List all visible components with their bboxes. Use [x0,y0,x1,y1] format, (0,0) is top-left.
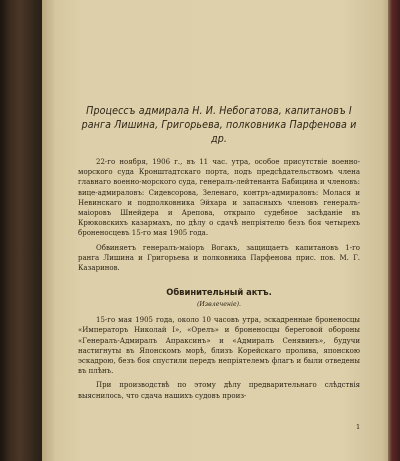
page-title: Процессъ адмирала Н. И. Небогатова, капитановъ I ранга Лишина, Григорьева, полковника Парфенова и др. [81,105,357,145]
page-number: 1 [356,423,361,431]
paragraph-indictment-1: 15-го мая 1905 года, около 10 часовъ утра, эскадренные броненосцы «Императоръ Николай I», «Орелъ» и броненосцы береговой обороны «Генералъ-Адмиралъ Апраксинъ» и «Адмиралъ Сенявинъ», будучи настигнуты въ Японскомъ морѣ, близъ Корейскаго пролива, японскою эскадрою, безъ боя спустили передъ непріятелемъ флагъ и были отведены въ плѣнъ. [78,316,360,376]
section-subtitle: (Извлеченіе). [197,301,241,309]
paragraph-opening: 22-го ноября, 1906 г., въ 11 час. утра, особое присутствіе военно-морского суда Кронштадтскаго порта, подъ предсѣдательствомъ члена главнаго военно-морского суда, генералъ-лейтенанта Бабицина и членовъ: вице-адмираловъ: Сидевсорова, Зеленаго, контръ-адмираловъ: Молася и Невинскаго и подполковника Эйхара и запасныхъ членовъ генералъ-маіоровъ Шнейдера и Арепова, открыло судебное засѣданіе въ Крюковскихъ казармахъ, по дѣлу о сдачѣ непріятелю безъ боя четырехъ броненосцевъ 15-го мая 1905 года. [78,158,360,238]
paragraph-indictment-2: При производствѣ по этому дѣлу предварительнаго слѣдствія выяснилось, что сдача нашихъ судовъ произ- [78,381,360,400]
paragraph-defense: Обвиняетъ генералъ-маіоръ Вогакъ, защищаетъ капитановъ 1-го ранга Лишина и Григорьева и полковника Парфенова прис. пов. М. Г. Казаринов. [78,243,360,273]
book-page [42,0,388,461]
page-text-block [78,104,360,401]
section-title: Обвинительный актъ. [166,287,272,298]
